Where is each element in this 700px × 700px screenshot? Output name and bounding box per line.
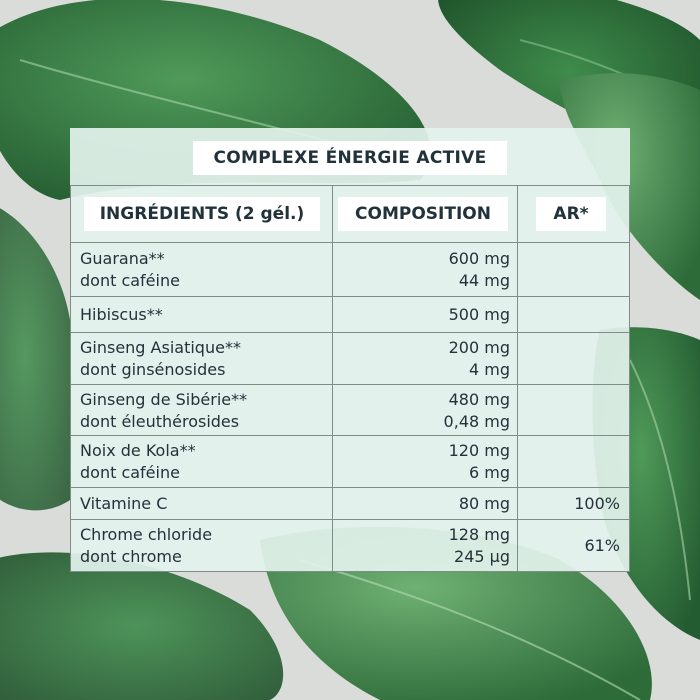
row-noix-de-kola-composition: [449, 440, 510, 484]
composition-value: 200 mg: [448, 338, 510, 357]
composition-subvalue: 44 mg: [458, 271, 510, 290]
ingredient-subname: dont caféine: [80, 463, 180, 482]
ingredient-name: Vitamine C: [80, 494, 168, 513]
ingredient-name: Hibiscus**: [80, 305, 163, 324]
composition-value: 128 mg: [448, 525, 510, 544]
row-ginseng-asiatique-composition: [449, 337, 510, 381]
grid-line: [70, 185, 630, 186]
row-chrome-chloride-ar: 61%: [584, 536, 620, 555]
row-chrome-chloride-composition: [449, 524, 510, 568]
header-ar: AR*: [536, 197, 606, 231]
row-ginseng-asiatique-name: [80, 337, 241, 381]
grid-line: [70, 571, 630, 572]
ingredient-name: Noix de Kola**: [80, 441, 196, 460]
composition-value: 480 mg: [448, 390, 510, 409]
row-guarana-name: [80, 248, 180, 292]
row-noix-de-kola-name: [80, 440, 196, 484]
composition-subvalue: 0,48 mg: [443, 412, 510, 431]
ingredient-subname: dont ginsénosides: [80, 360, 226, 379]
row-vitamine-c-ar: 100%: [574, 494, 620, 513]
composition-subvalue: 4 mg: [468, 360, 510, 379]
row-chrome-chloride-name: [80, 524, 212, 568]
composition-value: 600 mg: [448, 249, 510, 268]
grid-line: [70, 384, 630, 385]
header-composition: COMPOSITION: [338, 197, 508, 231]
header-ingredients: INGRÉDIENTS (2 gél.): [84, 197, 320, 231]
grid-line: [70, 519, 630, 520]
ingredient-name: Guarana**: [80, 249, 165, 268]
row-ginseng-siberie-composition: [444, 389, 510, 433]
ingredient-subname: dont éleuthérosides: [80, 412, 240, 431]
ingredient-subname: dont chrome: [80, 547, 182, 566]
row-ginseng-siberie-name: [80, 389, 247, 433]
composition-value: 500 mg: [448, 305, 510, 324]
grid-line: [70, 332, 630, 333]
ingredient-name: Ginseng Asiatique**: [80, 338, 241, 357]
table-title: COMPLEXE ÉNERGIE ACTIVE: [193, 141, 507, 175]
composition-subvalue: 245 µg: [454, 547, 510, 566]
row-guarana-composition: [449, 248, 510, 292]
grid-line: [70, 435, 630, 436]
ingredient-subname: dont caféine: [80, 271, 180, 290]
grid-line: [70, 242, 630, 243]
ingredient-name: Chrome chloride: [80, 525, 213, 544]
composition-value: 80 mg: [458, 494, 510, 513]
row-vitamine-c-composition: [459, 493, 510, 515]
row-vitamine-c-name: [80, 493, 167, 515]
ingredient-name: Ginseng de Sibérie**: [80, 390, 248, 409]
grid-line: [70, 487, 630, 488]
row-hibiscus-name: [80, 304, 163, 326]
grid-line: [70, 296, 630, 297]
composition-value: 120 mg: [448, 441, 510, 460]
row-hibiscus-composition: [449, 304, 510, 326]
composition-subvalue: 6 mg: [468, 463, 510, 482]
